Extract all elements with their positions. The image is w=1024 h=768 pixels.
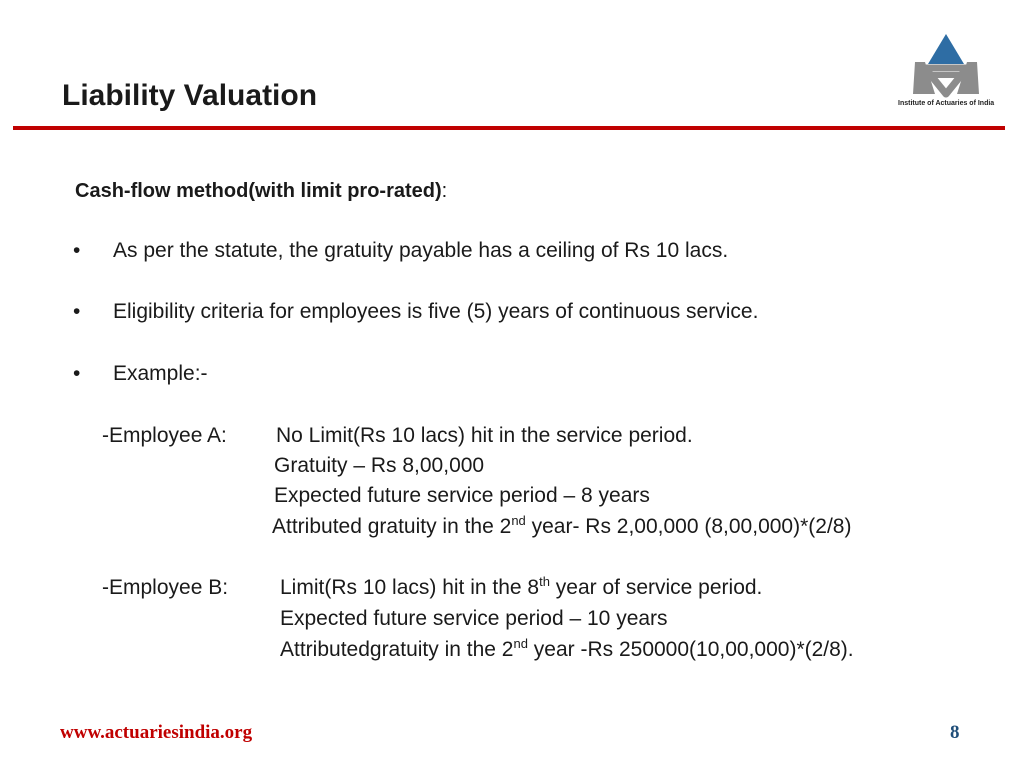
bullet-item (73, 299, 758, 325)
employee-a-line-4-sup: nd (511, 513, 526, 528)
bullet-item (73, 361, 208, 387)
section-heading-colon: : (441, 180, 448, 202)
employee-a-line-1: No Limit(Rs 10 lacs) hit in the service period. (276, 424, 693, 447)
employee-b-line-3 (280, 637, 854, 663)
bullet-dot: • (73, 362, 81, 385)
bullet-text: Eligibility criteria for employees is five (5) years of continuous service. (113, 300, 759, 323)
bullet-item (73, 238, 728, 264)
slide-title: Liability Valuation (62, 79, 318, 112)
section-heading-text: Cash-flow method(with limit pro-rated) (75, 180, 442, 202)
employee-a-line-2: Gratuity – Rs 8,00,000 (274, 454, 485, 477)
section-heading (75, 178, 447, 204)
employee-b-line-1-pre: Limit(Rs 10 lacs) hit in the 8 (280, 576, 540, 599)
footer-website-link[interactable]: www.actuariesindia.org (60, 722, 253, 743)
employee-b-label: -Employee B: (102, 576, 229, 599)
employee-a-line-3: Expected future service period – 8 years (274, 484, 650, 507)
employee-a-line-4 (272, 514, 851, 540)
employee-a-line-4-post: year- Rs 2,00,000 (8,00,000)*(2/8) (525, 515, 852, 538)
employee-b-line-3-post: year -Rs 250000(10,00,000)*(2/8). (527, 638, 854, 661)
logo-caption: Institute of Actuaries of India (898, 100, 995, 107)
employee-b-line-2: Expected future service period – 10 years (280, 607, 668, 630)
bullet-text: As per the statute, the gratuity payable has a ceiling of Rs 10 lacs. (113, 239, 729, 262)
page-number: 8 (950, 722, 960, 743)
employee-b-line-3-pre: Attributedgratuity in the 2 (280, 638, 514, 661)
employee-b-line-1-post: year of service period. (549, 576, 763, 599)
bullet-dot: • (73, 300, 81, 323)
employee-b-line-1 (280, 575, 762, 601)
bullet-text: Example:- (113, 362, 208, 385)
employee-a-label: -Employee A: (102, 424, 227, 447)
employee-a-line-4-pre: Attributed gratuity in the 2 (272, 515, 512, 538)
bullet-dot: • (73, 239, 81, 262)
employee-b-line-3-sup: nd (513, 636, 528, 651)
employee-b-line-1-sup: th (539, 574, 550, 589)
